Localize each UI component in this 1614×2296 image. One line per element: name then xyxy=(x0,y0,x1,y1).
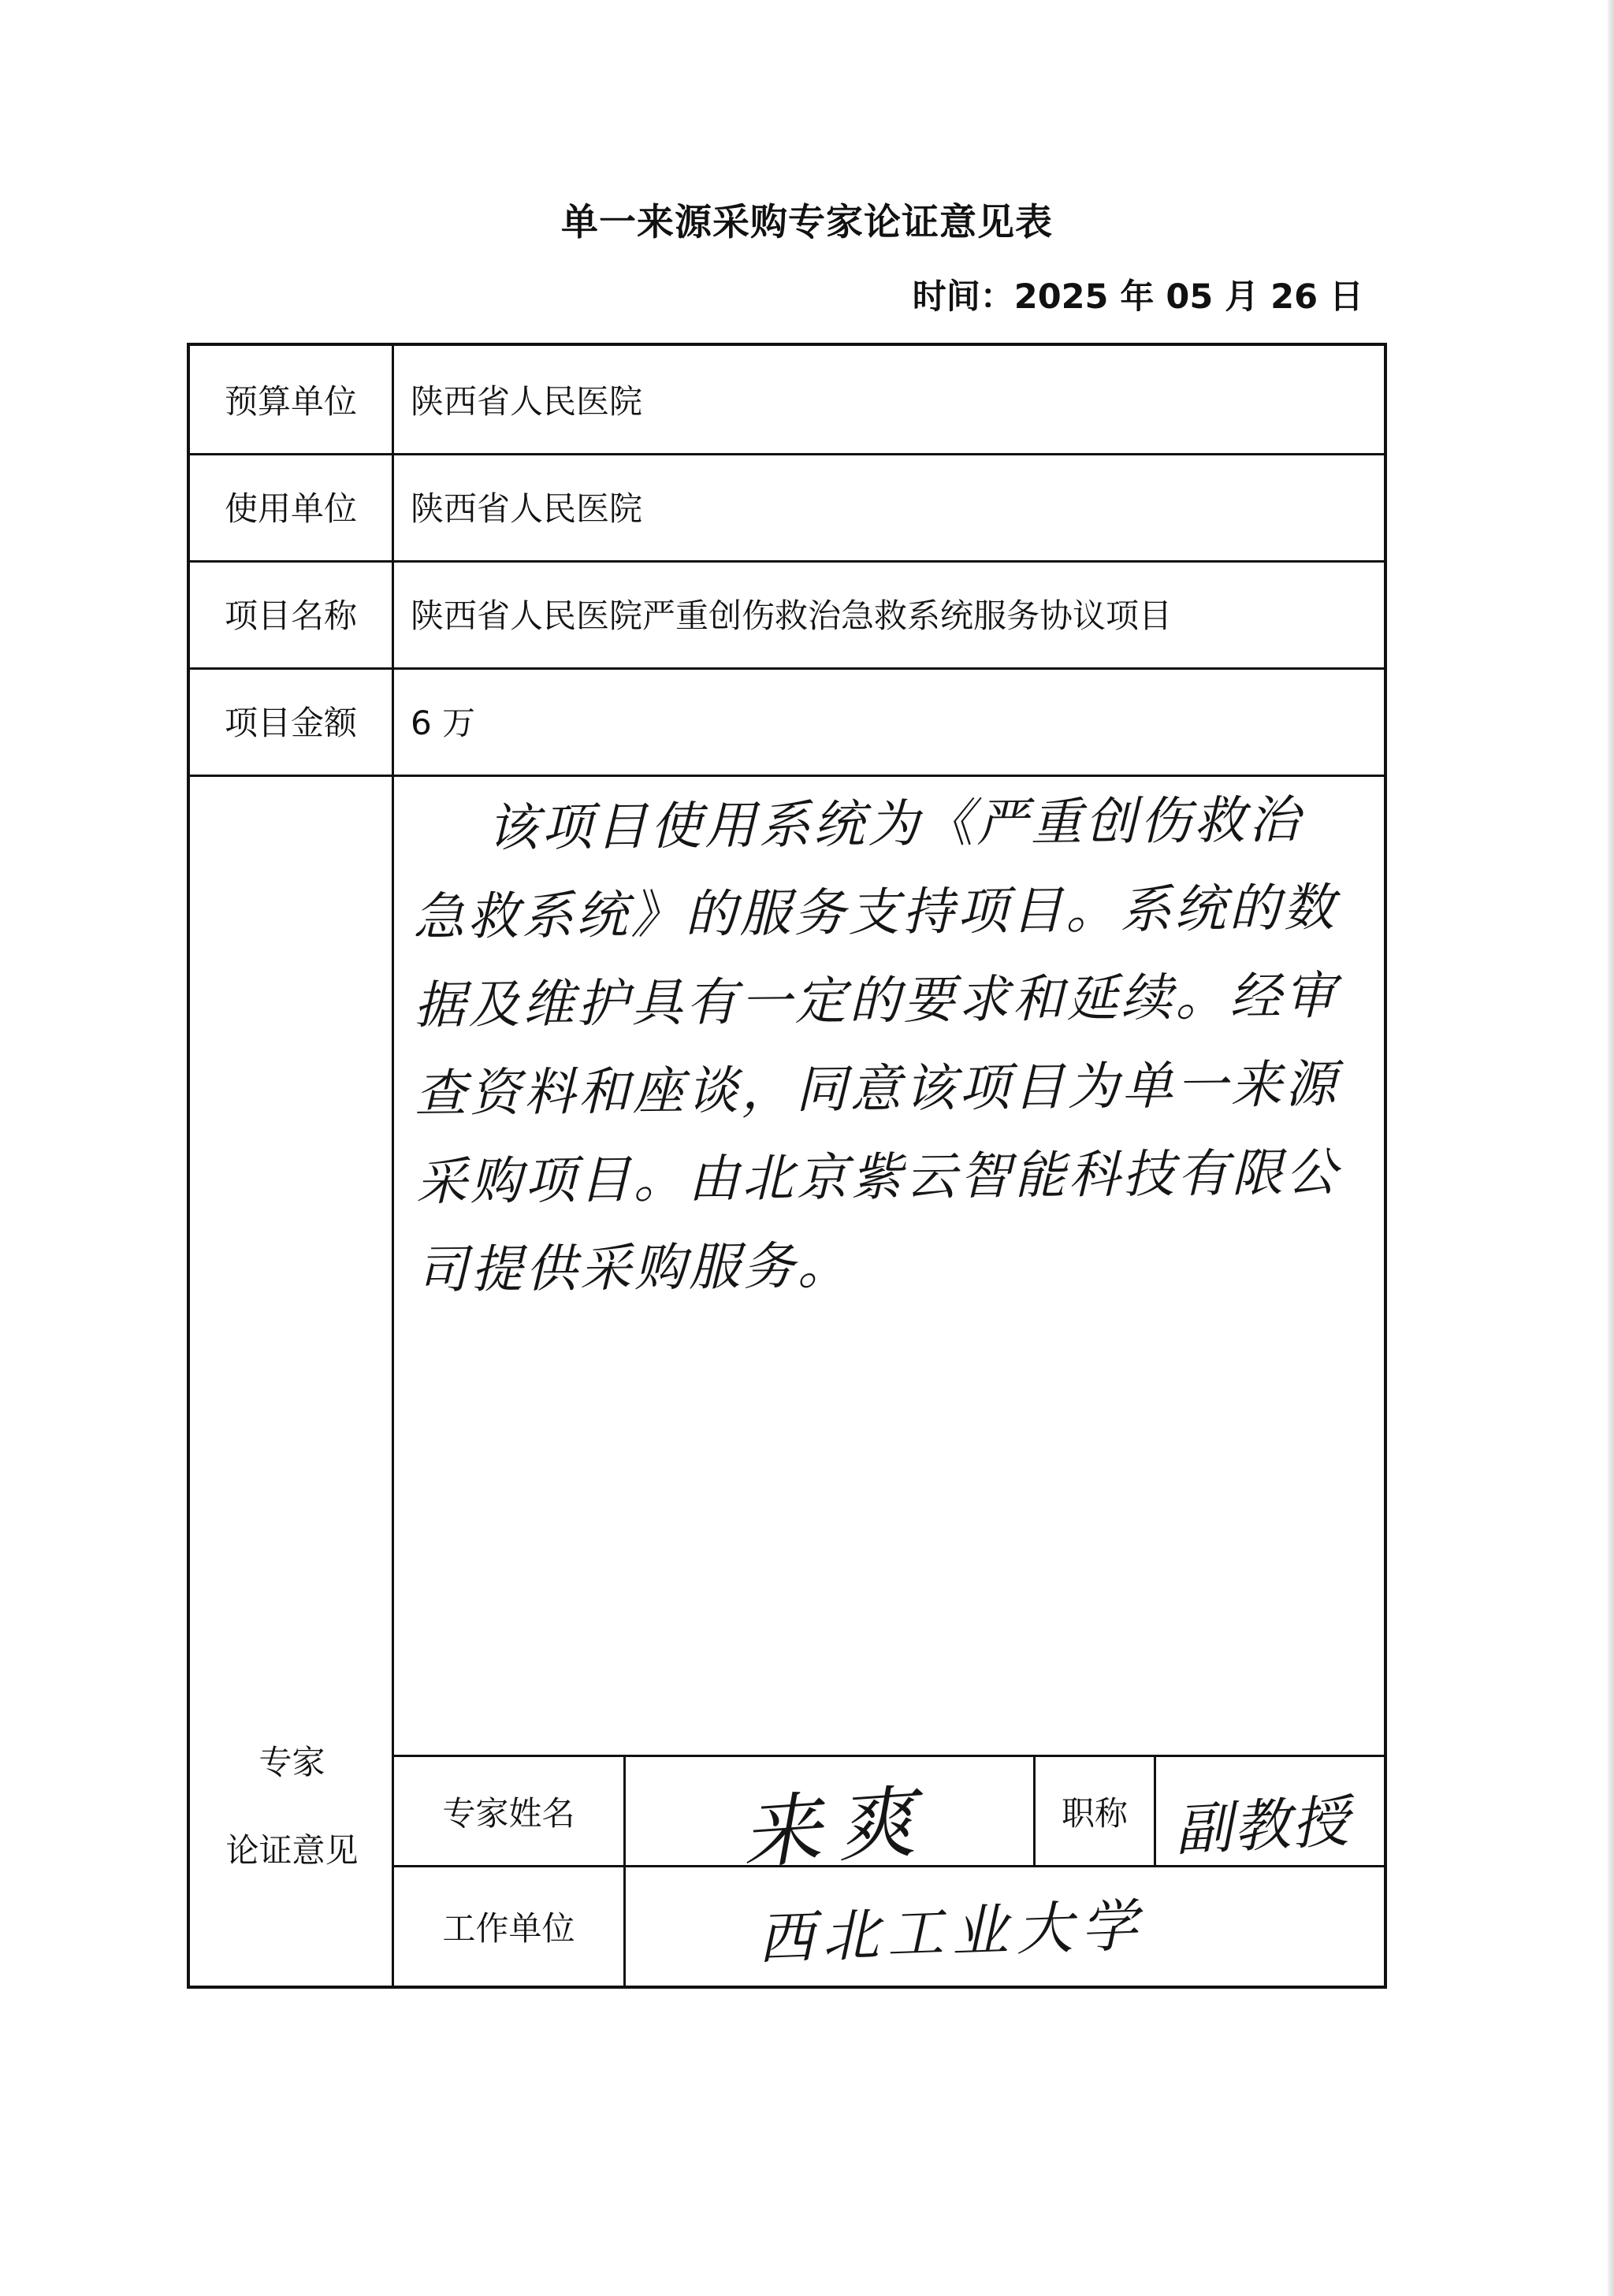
signature-col-divider xyxy=(623,1755,626,1986)
document-title: 单一来源采购专家论证意见表 xyxy=(561,201,1053,244)
work-unit-label: 工作单位 xyxy=(442,1909,575,1948)
work-unit-signature: 西北工业大学 xyxy=(756,1892,1147,1972)
expert-opinion-label-line1: 专家 xyxy=(258,1743,325,1781)
budget-unit-value: 陕西省人民医院 xyxy=(411,382,643,421)
project-amount-value: 6 万 xyxy=(411,704,476,742)
scan-edge xyxy=(1608,0,1614,2296)
project-name-label: 项目名称 xyxy=(224,596,357,635)
expert-opinion-label xyxy=(190,1718,394,1895)
title-rank-label: 职称 xyxy=(1061,1793,1128,1833)
date-label: 时间： xyxy=(912,277,1014,317)
project-amount-label: 项目金额 xyxy=(224,704,357,742)
opinion-form-table xyxy=(187,343,1387,1989)
title-rank-signature: 副教授 xyxy=(1173,1788,1352,1863)
handwritten-opinion-text: 该项目使用系统为《严重创伤救治急救系统》的服务支持项目。系统的数据及维护具有一定的要求和延续。经审查资料和座谈，同意该项目为单一来源采购项目。由北京紫云智能科技有限公司提供采购服务。 xyxy=(412,790,1341,1301)
expert-opinion-label-line2: 论证意见 xyxy=(225,1831,359,1870)
budget-unit-label: 预算单位 xyxy=(224,382,357,421)
expert-name-signature: 来爽 xyxy=(738,1774,935,1881)
using-unit-value: 陕西省人民医院 xyxy=(411,489,643,528)
expert-name-label: 专家姓名 xyxy=(442,1793,575,1833)
project-name-value: 陕西省人民医院严重创伤救治急救系统服务协议项目 xyxy=(411,596,1173,635)
signature-col-divider xyxy=(1154,1755,1156,1865)
date-value: 2025 年 05 月 26 日 xyxy=(1013,277,1363,317)
using-unit-label: 使用单位 xyxy=(224,489,357,528)
date-line xyxy=(913,270,1363,318)
